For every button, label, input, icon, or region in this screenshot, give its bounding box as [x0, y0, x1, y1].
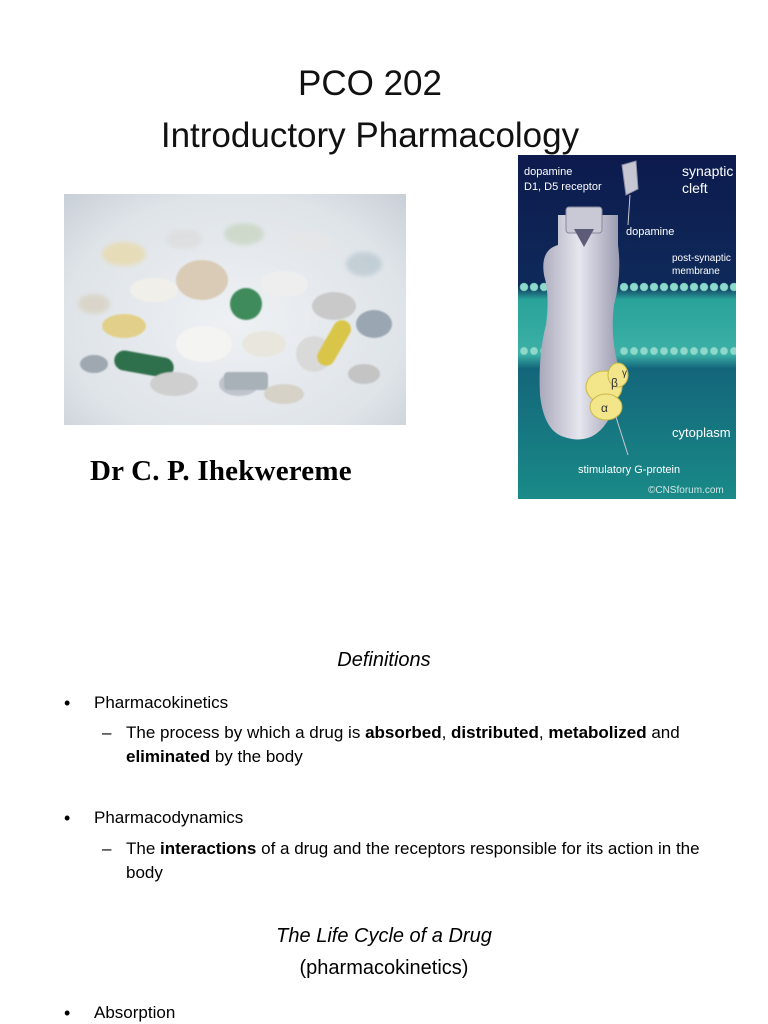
- bullet-icon: •: [64, 693, 71, 713]
- lifecycle-heading: The Life Cycle of a Drug: [276, 925, 492, 947]
- dash-icon: –: [102, 839, 112, 858]
- pharmacodynamics-description: The interactions of a drug and the receptors responsible for its action in the body: [126, 839, 700, 882]
- dash-icon: –: [102, 723, 112, 742]
- pills-image: [64, 194, 406, 425]
- label-membrane-line2: membrane: [672, 266, 720, 277]
- receptor-diagram: [518, 155, 736, 499]
- pharmacokinetics-description: The process by which a drug is absorbed, distributed, metabolized and eliminated by the body: [126, 723, 680, 766]
- lifecycle-subheading: (pharmacokinetics): [299, 957, 469, 979]
- author-name: Dr C. P. Ihekwereme: [90, 455, 352, 487]
- label-dopamine: dopamine: [626, 226, 675, 238]
- lifecycle-item-absorption: Absorption: [94, 1003, 176, 1022]
- label-alpha: α: [601, 401, 608, 415]
- definitions-heading: Definitions: [337, 649, 431, 671]
- pills-illustration: [64, 194, 406, 425]
- label-synaptic-line1: synaptic: [682, 163, 734, 179]
- term-pharmacodynamics: Pharmacodynamics: [94, 808, 244, 827]
- label-cytoplasm: cytoplasm: [672, 425, 731, 440]
- label-beta: β: [611, 376, 618, 390]
- label-receptor-line2: D1, D5 receptor: [524, 181, 602, 193]
- label-receptor-line1: dopamine: [524, 166, 573, 178]
- label-gprotein: stimulatory G-protein: [578, 464, 681, 476]
- slide-title-line2: Introductory Pharmacology: [160, 116, 580, 155]
- label-credit: ©CNSforum.com: [648, 485, 724, 496]
- slide-title-line1: PCO 202: [298, 64, 442, 103]
- bullet-icon: •: [64, 808, 71, 828]
- receptor-illustration: [518, 155, 736, 499]
- label-membrane-line1: post-synaptic: [672, 253, 731, 264]
- term-pharmacokinetics: Pharmacokinetics: [94, 693, 229, 712]
- bullet-icon: •: [64, 1003, 71, 1023]
- label-synaptic-line2: cleft: [682, 180, 708, 196]
- label-gamma: γ: [622, 368, 627, 379]
